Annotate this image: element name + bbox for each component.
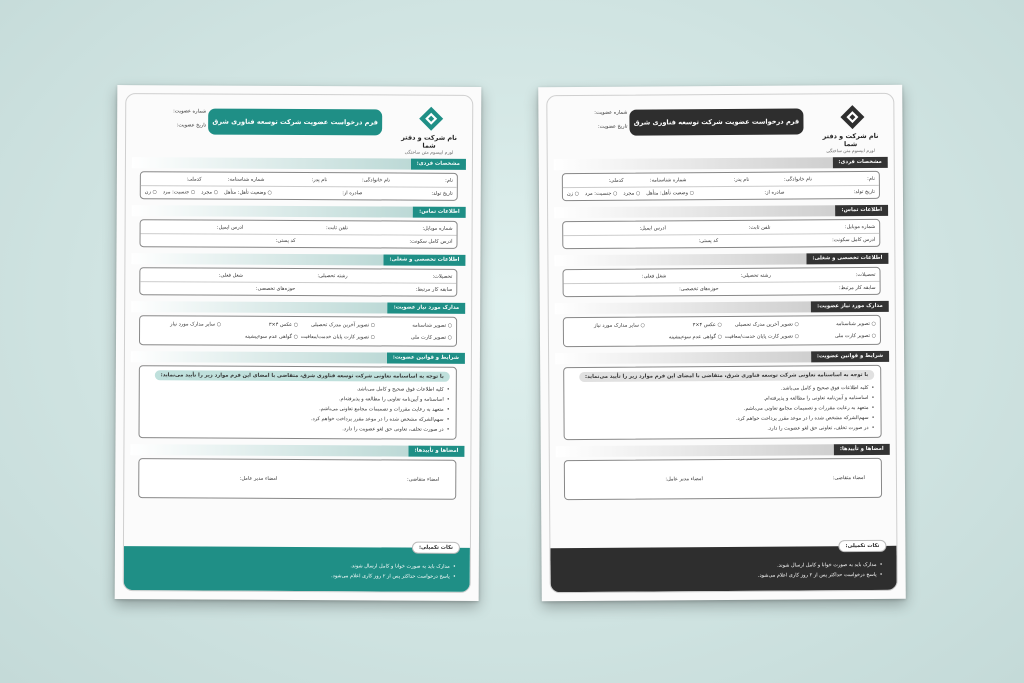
doc-checkbox[interactable]: ○ عکس ۴×۳ (221, 322, 298, 328)
company-block (394, 134, 464, 156)
membership-number-label: شماره عضویت: (173, 108, 207, 115)
section-title: شرایط و قوانین عضویت: (387, 352, 465, 363)
form-sheet-teal (115, 85, 482, 601)
field-label[interactable]: شماره شناسنامه: (649, 176, 687, 184)
notes-title: نکات تکمیلی: (838, 540, 886, 552)
rule-item: • سهم‌الشرکه مشخص شده را در موعد مقرر پرداخت خواهم کرد. (570, 413, 874, 425)
field-label[interactable]: نام: (867, 175, 875, 182)
rule-item: • اساسنامه و آیین‌نامه تعاونی را مطالعه و پذیرفته‌ام. (146, 393, 450, 405)
career-section (131, 252, 465, 297)
doc-checkbox[interactable]: ○ تصویر آخرین مدرک تحصیلی (298, 322, 375, 328)
documents-section (131, 300, 465, 347)
notes-title: نکات تکمیلی: (412, 542, 460, 554)
signatures-box (564, 458, 882, 500)
field-label[interactable]: تاریخ تولد: (431, 190, 453, 197)
contact-box (562, 219, 880, 249)
field-label[interactable]: آدرس ایمیل: (639, 224, 666, 232)
contact-section (554, 204, 888, 249)
membership-meta (136, 108, 206, 136)
radio-single[interactable]: ○ مجرد (201, 189, 218, 195)
field-label[interactable]: نام خانوادگی: (783, 175, 813, 183)
signatures-section (556, 443, 890, 500)
radio-single[interactable]: ○ مجرد (623, 191, 640, 197)
diamond-logo-icon (839, 104, 865, 130)
field-label[interactable]: سابقه کار مرتبط: (415, 286, 453, 293)
rule-item: • در صورت تخلف، تعاونی حق لغو عضویت را دارد. (146, 423, 450, 435)
documents-section (555, 300, 889, 347)
rules-box (563, 365, 882, 440)
career-section (554, 252, 888, 297)
rule-item: • متعهد به رعایت مقررات و تصمیمات مجامع تعاونی می‌باشم. (146, 403, 450, 415)
applicant-signature[interactable]: امضاء متقاضی: (407, 476, 440, 483)
radio-married[interactable]: ○ وضعیت تأهل: متأهل (646, 190, 694, 196)
field-label[interactable]: آدرس ایمیل: (216, 224, 244, 231)
field-label[interactable]: آدرس کامل سکونت: (832, 236, 876, 244)
section-title: امضاها و تأییدها: (834, 443, 890, 454)
field-label[interactable]: سابقه کار مرتبط: (839, 284, 876, 292)
doc-checkbox[interactable]: ○ گواهی عدم سوءپیشینه (221, 334, 298, 340)
field-label[interactable]: نام: (445, 177, 453, 184)
section-title: شرایط و قوانین عضویت: (811, 350, 889, 362)
form-title: فرم درخواست عضویت شرکت توسعه فناوری شرق (208, 109, 382, 136)
signatures-box (138, 458, 456, 500)
doc-checkbox[interactable]: ○ تصویر کارت پایان خدمت/معافیت (722, 333, 799, 340)
section-title: اطلاعات تخصصی و شغلی: (806, 252, 888, 264)
signatures-section (130, 443, 464, 500)
rule-item: • کلیه اطلاعات فوق صحیح و کامل می‌باشد. (146, 383, 450, 395)
company-tagline: لورم ایپسوم متن ساختگی (826, 148, 876, 155)
rules-section (130, 350, 464, 440)
notes-footer (124, 546, 470, 592)
company-name: نام شرکت و دفتر شما (822, 131, 879, 149)
rules-section (555, 350, 890, 440)
section-title: امضاها و تأییدها: (408, 445, 464, 456)
diamond-logo-icon (418, 106, 444, 132)
section-title: مشخصات فردی: (411, 158, 466, 169)
membership-number-label: شماره عضویت: (594, 109, 628, 116)
rules-intro: با توجه به اساسنامه تعاونی شرکت توسعه فناوری شرق، متقاضی با امضای این فرم موارد زیر را تأیید می‌نماید: (155, 370, 450, 382)
rule-item: • کلیه اطلاعات فوق صحیح و کامل می‌باشد. (570, 383, 874, 395)
membership-meta (557, 110, 627, 138)
doc-checkbox[interactable]: ○ تصویر کارت ملی (799, 333, 876, 340)
field-label[interactable]: نام پدر: (733, 176, 750, 183)
field-label[interactable]: تحصیلات: (855, 271, 876, 278)
section-title: اطلاعات تخصصی و شغلی: (383, 254, 465, 265)
company-name: نام شرکت و دفتر شما (401, 133, 458, 150)
manager-signature[interactable]: امضاء مدیر عامل: (665, 476, 703, 483)
doc-checkbox[interactable]: ○ تصویر آخرین مدرک تحصیلی (722, 321, 799, 328)
field-label[interactable]: حوزه‌های تخصصی: (255, 285, 296, 292)
field-label[interactable]: نام خانوادگی: (361, 176, 391, 183)
doc-checkbox[interactable]: ○ تصویر کارت پایان خدمت/معافیت (298, 334, 375, 340)
section-title: مدارک مورد نیاز عضویت: (811, 300, 889, 312)
note-item: • پاسخ درخواست حداکثر پس از ۲ روز کاری اعلام می‌شود. (565, 570, 883, 582)
personal-section (554, 156, 888, 201)
rule-item: • اساسنامه و آیین‌نامه تعاونی را مطالعه و پذیرفته‌ام. (570, 393, 874, 405)
field-label[interactable]: کدملی: (186, 175, 202, 182)
personal-section (132, 156, 466, 201)
form-header (547, 94, 893, 158)
field-label[interactable]: شغل فعلی: (641, 272, 667, 280)
form-frame (123, 93, 474, 593)
field-label[interactable]: تلفن ثابت: (326, 224, 348, 231)
doc-checkbox[interactable]: ○ تصویر شناسنامه (799, 321, 876, 328)
company-block (816, 132, 886, 154)
contact-box (139, 219, 457, 249)
field-label[interactable]: آدرس کامل سکونت: (409, 238, 453, 245)
career-box (562, 267, 880, 297)
rule-item: • متعهد به رعایت مقررات و تصمیمات مجامع تعاونی می‌باشم. (570, 403, 874, 415)
note-item: • مدارک باید به صورت خوانا و کامل ارسال شوند. (565, 560, 883, 572)
form-frame (546, 93, 897, 593)
field-label[interactable]: نام پدر: (311, 176, 328, 183)
field-label[interactable]: شماره شناسنامه: (227, 176, 265, 183)
field-label[interactable]: کد پستی: (275, 237, 296, 244)
field-label[interactable]: شماره موبایل: (422, 225, 453, 232)
field-label[interactable]: رشته تحصیلی: (317, 272, 348, 279)
rules-intro: با توجه به اساسنامه تعاونی شرکت توسعه فناوری شرق، متقاضی با امضای این فرم موارد زیر را تأیید می‌نماید: (579, 370, 874, 382)
notes-footer (550, 542, 896, 592)
field-label[interactable]: تحصیلات: (432, 273, 453, 280)
form-sheet-dark (538, 85, 906, 602)
radio-female[interactable]: ○ زن (145, 189, 157, 195)
field-label[interactable]: صادره از: (764, 189, 785, 196)
section-title: مدارک مورد نیاز عضویت: (388, 302, 466, 313)
section-title: مشخصات فردی: (832, 156, 887, 167)
membership-date-label: تاریخ عضویت: (176, 122, 207, 129)
field-label[interactable]: صادره از: (342, 190, 363, 197)
contact-section (131, 204, 465, 249)
radio-married[interactable]: ○ وضعیت تأهل: متأهل (224, 190, 272, 196)
radio-female[interactable]: ○ زن (567, 191, 579, 197)
field-label[interactable]: تاریخ تولد: (853, 188, 875, 196)
personal-box (140, 171, 458, 201)
form-title: فرم درخواست عضویت شرکت توسعه فناوری شرق (629, 108, 803, 135)
form-header (126, 94, 472, 158)
doc-checkbox[interactable]: ○ سایر مدارک مورد نیاز (568, 323, 645, 330)
doc-checkbox[interactable]: ○ گواهی عدم سوءپیشینه (645, 334, 722, 341)
radio-male[interactable]: ○ جنسیت: مرد (585, 191, 617, 197)
rule-item: • در صورت تخلف، تعاونی حق لغو عضویت را دارد. (571, 423, 875, 435)
note-item: • پاسخ درخواست حداکثر پس از ۲ روز کاری اعلام می‌شود. (138, 570, 456, 582)
membership-date-label: تاریخ عضویت: (598, 123, 628, 130)
field-label[interactable]: کد پستی: (698, 238, 719, 245)
section-title: اطلاعات تماس: (413, 206, 466, 217)
doc-checkbox[interactable]: ○ سایر مدارک مورد نیاز (144, 321, 221, 327)
company-tagline: لورم ایپسوم متن ساختگی (404, 150, 454, 156)
personal-box (562, 171, 880, 201)
section-title: اطلاعات تماس: (835, 204, 888, 215)
radio-male[interactable]: ○ جنسیت: مرد (163, 189, 195, 195)
field-label[interactable]: کدملی: (608, 177, 624, 184)
note-item: • مدارک باید به صورت خوانا و کامل ارسال شوند. (138, 560, 456, 572)
documents-box (139, 315, 457, 347)
doc-checkbox[interactable]: ○ عکس ۴×۳ (645, 322, 722, 329)
field-label[interactable]: حوزه‌های تخصصی: (679, 286, 719, 293)
field-label[interactable]: شماره موبایل: (844, 223, 876, 230)
field-label[interactable]: شغل فعلی: (218, 272, 244, 279)
doc-checkbox[interactable]: ○ تصویر شناسنامه (375, 322, 452, 328)
manager-signature[interactable]: امضاء مدیر عامل: (239, 475, 278, 482)
career-box (139, 267, 457, 297)
field-label[interactable]: تلفن ثابت: (748, 224, 771, 231)
doc-checkbox[interactable]: ○ تصویر کارت ملی (375, 334, 452, 340)
field-label[interactable]: رشته تحصیلی: (740, 272, 771, 279)
rule-item: • سهم‌الشرکه مشخص شده را در موعد مقرر پرداخت خواهم کرد. (146, 413, 450, 425)
applicant-signature[interactable]: امضاء متقاضی: (832, 475, 865, 482)
documents-box (563, 315, 881, 347)
rules-box (138, 365, 456, 440)
